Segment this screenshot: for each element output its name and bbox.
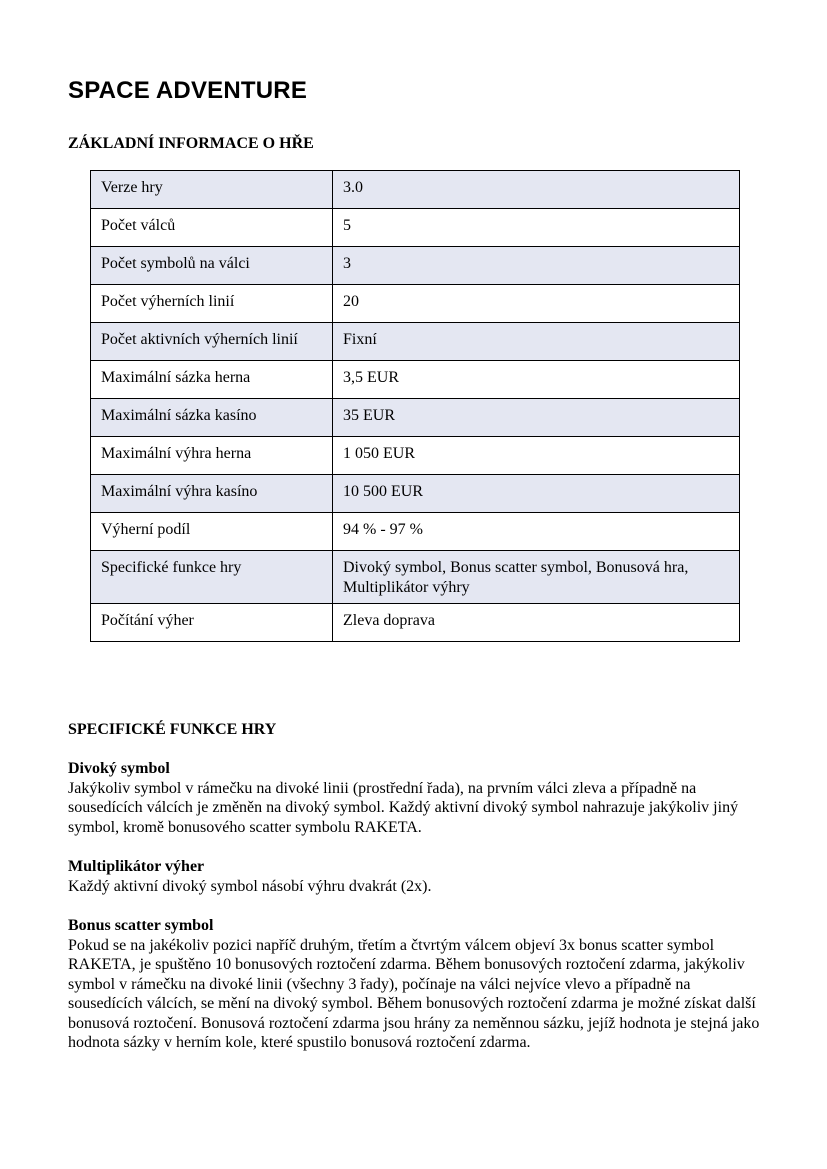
- subsection-wild-symbol: [68, 759, 762, 837]
- table-row: [91, 437, 740, 475]
- subsection-heading: Multiplikátor výher: [68, 858, 205, 875]
- info-value-cell: Fixní: [333, 323, 740, 361]
- info-label-cell: Počet aktivních výherních linií: [91, 323, 333, 361]
- table-row: [91, 209, 740, 247]
- info-value-cell: 3,5 EUR: [333, 361, 740, 399]
- info-value-cell: 10 500 EUR: [333, 475, 740, 513]
- subsection-body: Pokud se na jakékoliv pozici napříč druhým, třetím a čtvrtým válcem objeví 3x bonus scatter symbol RAKETA, je spuštěno 10 bonusových roztočení zdarma. Během bonusových roztočení zdarma, jakýkoliv symbol v rámečku na divoké linii (všechny 3 řady), počínaje na válci nejvíce vlevo a případně na sousedících válcích, se mění na divoký symbol. Během bonusových roztočení zdarma je možné získat další bonusová roztočení. Bonusová roztočení zdarma jsou hrány za neměnnou sázku, jejíž hodnota je stejná jako hodnota sázky v herním kole, které spustilo bonusová roztočení zdarma.: [68, 936, 760, 1051]
- info-label-cell: Počet válců: [91, 209, 333, 247]
- info-label-cell: Maximální výhra herna: [91, 437, 333, 475]
- info-value-cell: 1 050 EUR: [333, 437, 740, 475]
- table-row: [91, 551, 740, 604]
- subsection-bonus-scatter: [68, 916, 762, 1053]
- info-label-cell: Počet symbolů na válci: [91, 247, 333, 285]
- info-value-cell: 5: [333, 209, 740, 247]
- basic-info-heading: ZÁKLADNÍ INFORMACE O HŘE: [68, 135, 314, 152]
- table-row: [91, 399, 740, 437]
- info-value-cell: Divoký symbol, Bonus scatter symbol, Bonusová hra, Multiplikátor výhry: [333, 551, 740, 604]
- info-value-cell: 20: [333, 285, 740, 323]
- table-row: [91, 513, 740, 551]
- info-label-cell: Počítání výher: [91, 604, 333, 642]
- info-value-cell: 3: [333, 247, 740, 285]
- document-title: SPACE ADVENTURE: [68, 77, 308, 104]
- table-row: [91, 604, 740, 642]
- page-content: [68, 76, 762, 1053]
- table-row: [91, 323, 740, 361]
- subsection-heading: Bonus scatter symbol: [68, 917, 214, 934]
- subsection-body: Každý aktivní divoký symbol násobí výhru dvakrát (2x).: [68, 877, 432, 895]
- table-row: [91, 247, 740, 285]
- info-label-cell: Počet výherních linií: [91, 285, 333, 323]
- subsection-heading: Divoký symbol: [68, 760, 170, 777]
- table-row: [91, 285, 740, 323]
- info-label-cell: Maximální sázka herna: [91, 361, 333, 399]
- info-label-cell: Verze hry: [91, 171, 333, 209]
- info-value-cell: 94 % - 97 %: [333, 513, 740, 551]
- info-label-cell: Maximální výhra kasíno: [91, 475, 333, 513]
- table-row: [91, 475, 740, 513]
- table-row: [91, 361, 740, 399]
- subsection-body: Jakýkoliv symbol v rámečku na divoké linii (prostřední řada), na prvním válci zleva a případně na sousedících válcích je změněn na divoký symbol. Každý aktivní divoký symbol nahrazuje jakýkoliv jiný symbol, kromě bonusového scatter symbolu RAKETA.: [68, 779, 739, 836]
- info-value-cell: 3.0: [333, 171, 740, 209]
- specific-functions-heading: SPECIFICKÉ FUNKCE HRY: [68, 721, 277, 738]
- specific-functions-section: [68, 720, 762, 1053]
- table-row: [91, 171, 740, 209]
- info-label-cell: Výherní podíl: [91, 513, 333, 551]
- subsection-win-multiplier: [68, 857, 762, 896]
- basic-info-table: [90, 170, 740, 642]
- info-value-cell: 35 EUR: [333, 399, 740, 437]
- info-label-cell: Specifické funkce hry: [91, 551, 333, 604]
- info-value-cell: Zleva doprava: [333, 604, 740, 642]
- info-label-cell: Maximální sázka kasíno: [91, 399, 333, 437]
